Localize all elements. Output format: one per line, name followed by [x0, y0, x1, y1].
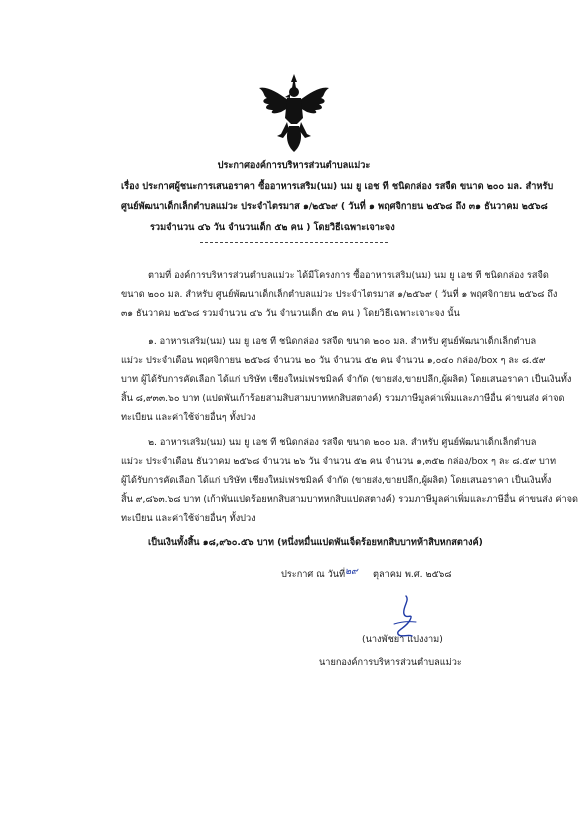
item-2-line: แม่วะ ประจำเดือน ธันวาคม ๒๕๖๘ จำนวน ๒๖ วัน จำนวน ๕๒ คน จำนวน ๑,๓๕๒ กล่อง/box ๆ ละ ๘.๕๙ บาท [121, 456, 557, 467]
organization-title: ประกาศองค์การบริหารส่วนตำบลแม่วะ [217, 160, 371, 171]
grand-total: เป็นเงินทั้งสิ้น ๑๘,๙๖๐.๕๖ บาท (หนึ่งหมื่นแปดพันเจ็ดร้อยหกสิบบาทห้าสิบหกสตางค์) [148, 537, 483, 548]
signer-title: นายกองค์การบริหารส่วนตำบลแม่วะ [319, 657, 462, 668]
announced-date-suffix: ตุลาคม พ.ศ. ๒๕๖๘ [373, 569, 452, 580]
signer-name: (นางพัชยา แปงงาม) [362, 634, 443, 645]
subject-line-3: รวมจำนวน ๔๖ วัน จำนวนเด็ก ๕๒ คน ) โดยวิธีเฉพาะเจาะจง [150, 222, 395, 233]
divider-line [200, 242, 388, 243]
item-2-line: สิ้น ๙,๘๖๓.๖๘ บาท (เก้าพันแปดร้อยหกสิบสามบาทหกสิบแปดสตางค์) รวมภาษีมูลค่าเพิ่มและภาษีอื่น ค่าขนส่ง ค่าจด [121, 494, 578, 505]
announced-day: ๒๙ [345, 566, 358, 577]
item-2-line: ๒. อาหารเสริม(นม) นม ยู เอช ที ชนิดกล่อง รสจืด ขนาด ๒๐๐ มล. สำหรับ ศูนย์พัฒนาเด็กเล็กตำบล [148, 437, 537, 448]
intro-line: ขนาด ๒๐๐ มล. สำหรับ ศูนย์พัฒนาเด็กเล็กตำบลแม่วะ ประจำไตรมาส ๑/๒๕๖๙ ( วันที่ ๑ พฤศจิกายน ๒๕๖๘ ถึง [121, 289, 558, 300]
intro-line: ตามที่ องค์การบริหารส่วนตำบลแม่วะ ได้มีโครงการ ซื้ออาหารเสริม(นม) นม ยู เอช ที ชนิดกล่อง รสจืด [148, 270, 549, 281]
announced-date-prefix: ประกาศ ณ วันที่ [281, 569, 346, 580]
subject-line-1: เรื่อง ประกาศผู้ชนะการเสนอราคา ซื้ออาหารเสริม(นม) นม ยู เอช ที ชนิดกล่อง รสจืด ขนาด ๒๐๐ มล. สำหรับ [121, 181, 554, 192]
intro-line: ๓๑ ธันวาคม ๒๕๖๘ รวมจำนวน ๔๖ วัน จำนวนเด็ก ๕๒ คน ) โดยวิธีเฉพาะเจาะจง นั้น [121, 308, 460, 319]
item-2-line: ทะเบียน และค่าใช้จ่ายอื่นๆ ทั้งปวง [121, 513, 256, 524]
garuda-emblem-icon [257, 72, 331, 154]
item-1-line: แม่วะ ประจำเดือน พฤศจิกายน ๒๕๖๘ จำนวน ๒๐ วัน จำนวน ๕๒ คน จำนวน ๑,๐๔๐ กล่อง/box ๆ ละ ๘.๕๙ [121, 355, 546, 366]
item-1-line: ๑. อาหารเสริม(นม) นม ยู เอช ที ชนิดกล่อง รสจืด ขนาด ๒๐๐ มล. สำหรับ ศูนย์พัฒนาเด็กเล็กตำบล [148, 336, 537, 347]
subject-line-2: ศูนย์พัฒนาเด็กเล็กตำบลแม่วะ ประจำไตรมาส ๑/๒๕๖๙ ( วันที่ ๑ พฤศจิกายน ๒๕๖๘ ถึง ๓๑ ธันวาคม ๒๕๖๘ [121, 201, 548, 212]
item-1-line: ทะเบียน และค่าใช้จ่ายอื่นๆ ทั้งปวง [121, 412, 256, 423]
item-1-line: สิ้น ๘,๙๓๓.๖๐ บาท (แปดพันเก้าร้อยสามสิบสามบาทหกสิบสตางค์) รวมภาษีมูลค่าเพิ่มและภาษีอื่น ค่าขนส่ง ค่าจด [121, 393, 565, 404]
item-1-line: บาท ผู้ได้รับการคัดเลือก ได้แก่ บริษัท เชียงใหม่เฟรชมิลค์ จำกัด (ขายส่ง,ขายปลีก,ผู้ผลิต) โดยเสนอราคา เป็นเงินทั้ง [121, 374, 572, 385]
item-2-line: ผู้ได้รับการคัดเลือก ได้แก่ บริษัท เชียงใหม่เฟรชมิลค์ จำกัด (ขายส่ง,ขายปลีก,ผู้ผลิต) โดยเสนอราคา เป็นเงินทั้ง [121, 475, 552, 486]
